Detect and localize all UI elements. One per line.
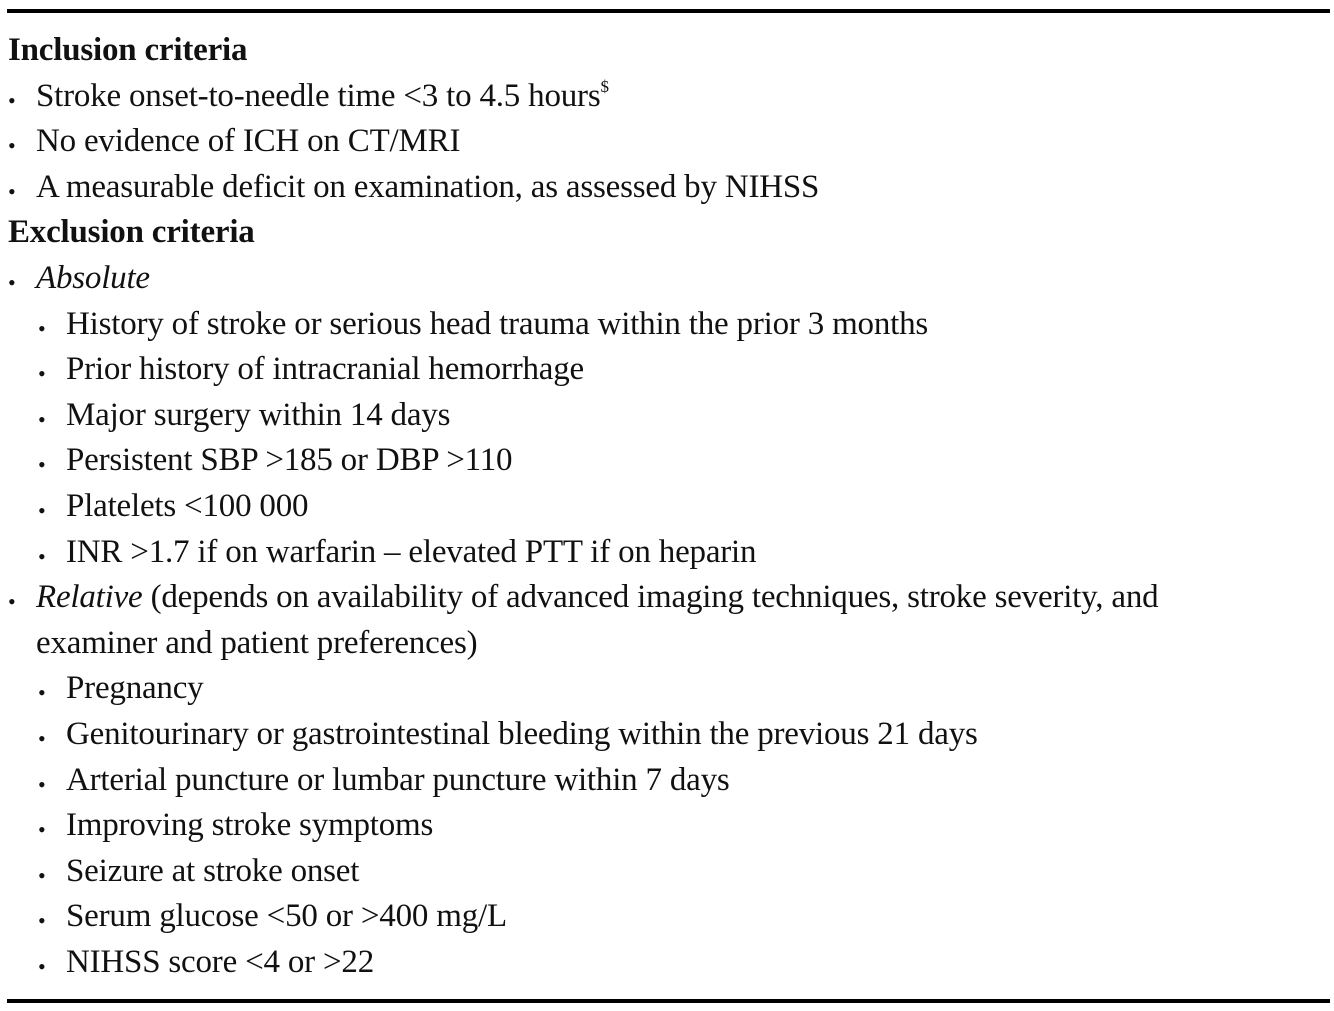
absolute-item — [8, 347, 1334, 393]
bullet-icon: • — [8, 133, 16, 159]
item-text: Pregnancy — [66, 670, 204, 707]
relative-subheading — [8, 575, 1334, 621]
item-text: Seizure at stroke onset — [66, 852, 360, 889]
item-text: Arterial puncture or lumbar puncture within 7 days — [66, 761, 730, 798]
item-text: Persistent SBP >185 or DBP >110 — [66, 442, 513, 479]
bullet-icon: • — [38, 452, 46, 478]
bullet-icon: • — [38, 315, 46, 341]
bullet-icon: • — [38, 543, 46, 569]
inclusion-item — [8, 119, 1334, 165]
item-text: Major surgery within 14 days — [66, 396, 451, 433]
top-rule — [7, 9, 1330, 13]
bullet-icon: • — [8, 269, 16, 295]
absolute-item — [8, 393, 1334, 439]
item-text: Genitourinary or gastrointestinal bleeding within the previous 21 days — [66, 715, 978, 752]
absolute-subheading — [8, 256, 1334, 302]
absolute-item — [8, 438, 1334, 484]
relative-item — [8, 940, 1334, 986]
item-text: Improving stroke symptoms — [66, 807, 434, 844]
relative-item — [8, 666, 1334, 712]
relative-note: (depends on availability of advanced imaging techniques, stroke severity, and — [142, 579, 1159, 616]
relative-item — [8, 894, 1334, 940]
exclusion-heading: Exclusion criteria — [8, 214, 255, 251]
inclusion-item — [8, 165, 1334, 211]
absolute-item — [8, 302, 1334, 348]
absolute-item — [8, 484, 1334, 530]
relative-item — [8, 849, 1334, 895]
absolute-label: Absolute — [36, 259, 150, 296]
bullet-icon: • — [38, 908, 46, 934]
bullet-icon: • — [38, 406, 46, 432]
item-text: Platelets <100 000 — [66, 487, 309, 524]
relative-note-continuation: examiner and patient preferences) — [36, 624, 478, 661]
inclusion-item — [8, 74, 1334, 120]
item-text: History of stroke or serious head trauma within the prior 3 months — [66, 305, 929, 342]
bullet-icon: • — [38, 862, 46, 888]
relative-item — [8, 758, 1334, 804]
bullet-icon: • — [38, 725, 46, 751]
criteria-table — [8, 28, 1334, 985]
bottom-rule — [7, 999, 1330, 1003]
bullet-icon: • — [38, 953, 46, 979]
inclusion-heading: Inclusion criteria — [8, 32, 248, 68]
footnote-marker: $ — [600, 76, 609, 96]
item-text: No evidence of ICH on CT/MRI — [36, 123, 461, 160]
relative-label: Relative — [36, 579, 143, 616]
bullet-icon: • — [8, 589, 16, 615]
item-text: Prior history of intracranial hemorrhage — [66, 351, 584, 388]
item-text: NIHSS score <4 or >22 — [66, 943, 374, 980]
absolute-item — [8, 530, 1334, 576]
bullet-icon: • — [38, 497, 46, 523]
bullet-icon: • — [8, 87, 16, 113]
item-text: Stroke onset-to-needle time <3 to 4.5 hours — [36, 77, 601, 114]
relative-item — [8, 803, 1334, 849]
item-text: Serum glucose <50 or >400 mg/L — [66, 898, 507, 935]
item-text: A measurable deficit on examination, as assessed by NIHSS — [36, 168, 820, 205]
bullet-icon: • — [38, 361, 46, 387]
bullet-icon: • — [38, 771, 46, 797]
relative-item — [8, 712, 1334, 758]
bullet-icon: • — [8, 178, 16, 204]
bullet-icon: • — [38, 817, 46, 843]
item-text: INR >1.7 if on warfarin – elevated PTT if on heparin — [66, 533, 757, 570]
bullet-icon: • — [38, 680, 46, 706]
